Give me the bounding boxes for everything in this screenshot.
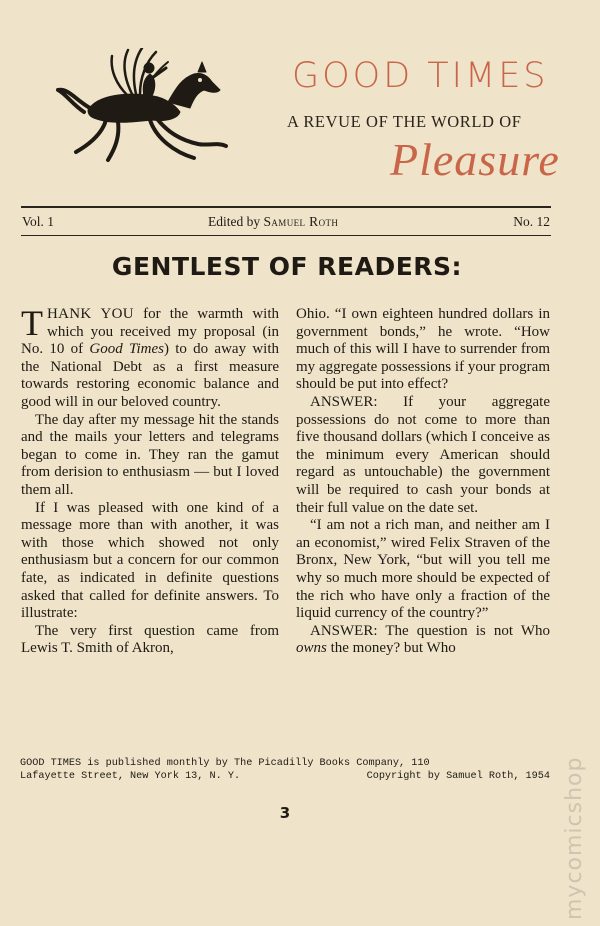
paragraph-text: ANSWER: The question is not Who [310, 622, 550, 639]
masthead-rule-bottom [21, 235, 551, 236]
masthead-rule-top [21, 206, 551, 208]
publication-note [20, 757, 550, 783]
paragraph: The day after my message hit the stands and the mails your letters and telegrams began to come in. They ran the gamut from derision to enthusiasm — but I loved them all. [21, 411, 279, 498]
paragraph-text: ) to do away with the National Debt as a first measure towards restoring economic balance and good will in our beloved country. [21, 341, 279, 410]
winged-horse-rider-icon [48, 48, 258, 168]
magazine-title-italic: Good Times [89, 341, 164, 358]
paragraph [296, 623, 550, 658]
paragraph: Ohio. “I own eighteen hundred dollars in government bonds,” he wrote. “How much of this will I have to surrender from my aggregate possessions if your program should be put into effect? [296, 306, 550, 393]
paragraph: The very first question came from Lewis T. Smith of Akron, [21, 622, 279, 657]
publisher-address: Lafayette Street, New York 13, N. Y. [20, 771, 241, 782]
editor-name: Samuel Roth [263, 214, 339, 229]
publication-note-line: GOOD TIMES is published monthly by The Picadilly Books Company, 110 [20, 758, 430, 769]
emphasis-italic: owns [296, 640, 327, 657]
paragraph [21, 306, 279, 412]
copyright-notice: Copyright by Samuel Roth, 1954 [366, 771, 550, 782]
paragraph: ANSWER: If your aggregate possessions do not come to more than five thousand dollars (which I conceive as the minimum every American should regard as untouchable) the government will be required to cash your bonds at their full value on the date set. [296, 393, 550, 516]
paragraph: “I am not a rich man, and neither am I an economist,” wired Felix Straven of the Bronx, New York, “but will you tell me why so much more should be expected of the rich who have only a fraction of the liquid currency of the country?” [296, 517, 550, 622]
watermark: mycomicshop [562, 756, 587, 920]
paragraph-text: the money? but Who [326, 640, 456, 657]
left-column [21, 306, 279, 752]
edited-by-prefix: Edited by [208, 214, 261, 229]
page-number: 3 [279, 804, 291, 822]
lead-words: HANK YOU [47, 306, 134, 322]
masthead-script-word: Pleasure [390, 134, 560, 185]
paragraph-text: for the warmth with which you received my proposal (in No. 10 of [21, 306, 279, 358]
issue-info-row [22, 214, 550, 232]
volume-label: Vol. 1 [22, 214, 55, 229]
article-headline: GENTLEST OF READERS: [111, 252, 463, 281]
masthead-title: GOOD TIMES [292, 56, 549, 96]
issue-number: No. 12 [513, 214, 550, 229]
paragraph: If I was pleased with one kind of a message more than with another, it was with those which showed not only enthusiasm but a concern for our common fate, as indicated in definite questions asked that called for definite answers. To illustrate: [21, 499, 279, 622]
right-column [296, 306, 550, 752]
publication-note-line [20, 770, 550, 783]
editor-credit [208, 214, 338, 230]
masthead-subtitle: A REVUE OF THE WORLD OF [287, 112, 522, 131]
drop-cap: T [21, 306, 43, 343]
